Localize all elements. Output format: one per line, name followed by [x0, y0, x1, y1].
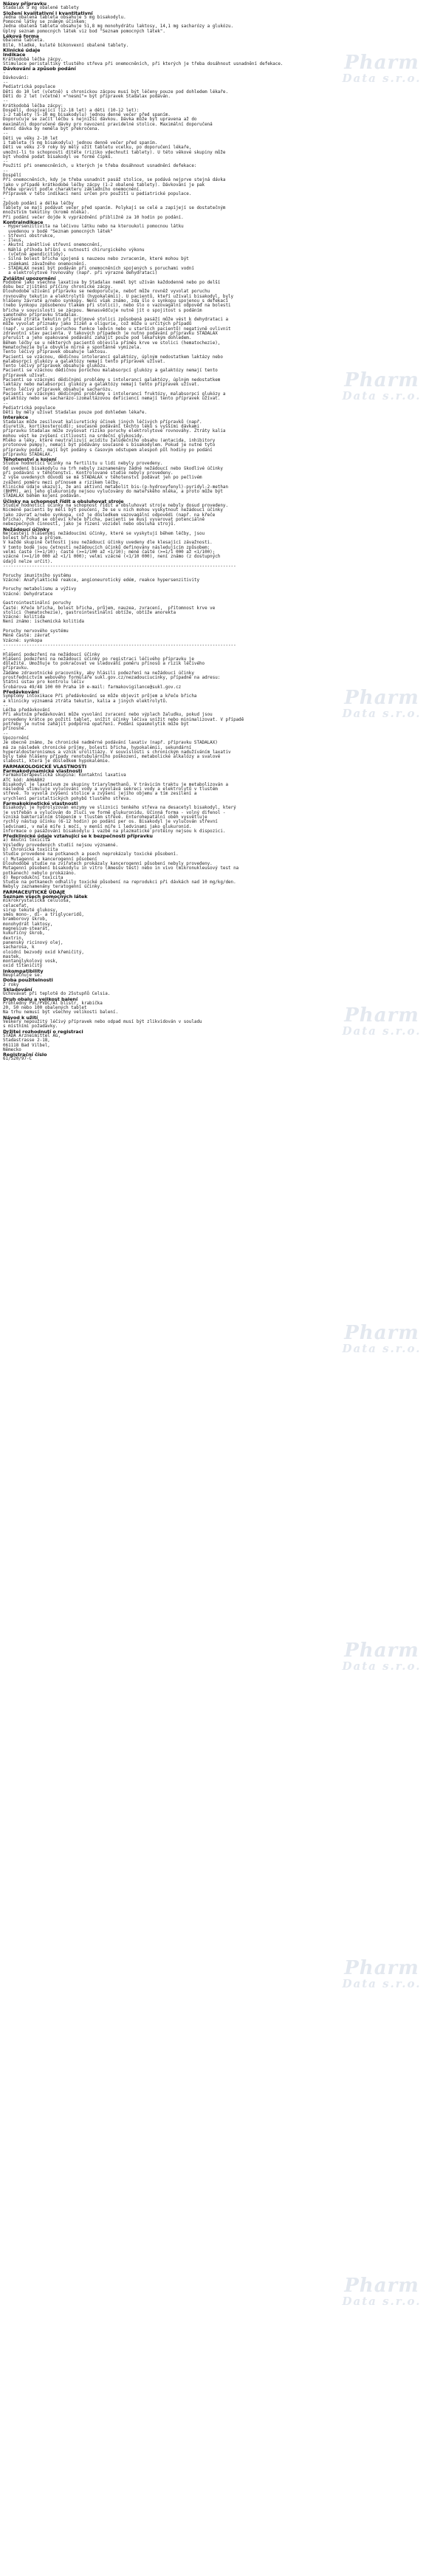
text-line: má za následek chronické průjmy, bolesti břicha, hypokalémii, sekundární [3, 745, 192, 750]
text-line: Časté: Křeče břicha, bolest břicha, průjem, nauzea, zvracení, přítomnost krve ve [3, 606, 216, 611]
text-line: Dlouhodobé studie na zvířatech prokázaly kancerogenní působení nebyly provedeny. [3, 861, 213, 866]
section-heading: Seznam všech pomocných látek [3, 894, 88, 900]
text-line: Pacienti se vzácnými dědičnými problémy s intolerancí galaktózy, úplným nedostatkem [3, 378, 221, 383]
text-line: stolici (hematochezie), gastrointestinální obtíže, obtíže anorekta [3, 610, 176, 615]
section-heading: Název přípravku [3, 1, 47, 7]
text-line: Poruchy imunitního systému [3, 573, 72, 578]
text-line: 1-2 tablety (5-10 mg bisakodylu) jednou denně večer před spaním. [3, 113, 171, 118]
text-line: Stimulace peristaltiky tlustého střeva při onemocněních, při kterých je třeba dosáhnout usnadnění defekace. [3, 61, 284, 66]
text-line: 20, 50 nebo 100 obalených tablet [3, 1006, 87, 1011]
text-line: vzniká bakteriálním štěpením v tlustém střevě. Enterohepatální oběh vysvětluje [3, 815, 207, 820]
text-line: Průhledný PVC/PVDC/Al blistr, krabička [3, 1001, 103, 1006]
text-line: Zvýšená ztráta tekutin při průjmové stolici způsobená pasáží může vést k dehydrataci a [3, 318, 228, 323]
text-line: nebezpečných činností, jako je řízení vozidel nebo obsluha strojů. [3, 522, 176, 527]
watermark-line1: Pharm [344, 1004, 419, 1027]
text-line: Pomocné látky se známým účinkem: [3, 20, 87, 25]
text-line: Děti by měly užívat Stadalax pouze pod dohledem lékaře. [3, 411, 148, 416]
text-line: rychlý nástup účinku (6-12 hodin) po podání per os. Bisakodyl je vylučován střevní [3, 820, 218, 825]
text-line: -- [3, 80, 9, 86]
text-line: samotného přípravku Stadalax. [3, 312, 79, 318]
text-line: Způsob podání a délka léčby [3, 201, 74, 206]
watermark-line2: Data s.r.o. [342, 1342, 422, 1355]
text-line: - Náhlá příhoda břišní s nutností chirurgického výkonu [3, 247, 145, 253]
text-line: Hlášení podezření na nežádoucí účinky [3, 652, 100, 657]
text-line: břicha v souvislosti se zácpou. Nenasvědčuje nutně jít o spojitost s podáním [3, 308, 202, 313]
text-line: Na trhu nemusí být všechny velikosti balení. [3, 1010, 119, 1015]
text-line: slabosti, která je důsledkem hypokalémie. [3, 759, 111, 764]
text-line: Veškerý nepoužitý léčivý přípravek nebo odpad musí být zlikvidován v souladu [3, 1020, 202, 1025]
text-line: Přípravek v této indikaci není určen pro použití u pediatrické populace. [3, 192, 192, 197]
text-line: jako v případě krátkodobé léčby zácpy (1-2 obalené tablety). Dávkování je pak [3, 182, 205, 188]
section-heading: Návod k užití [3, 1014, 38, 1021]
watermark-line2: Data s.r.o. [342, 72, 422, 85]
section-heading: Kontraindikace [3, 219, 44, 225]
text-line: Stadalax 5 mg obalené tablety [3, 6, 79, 11]
text-line: velmi časté (>=1/10); časté (>=1/100 až <1/10); méně časté (>=1/1 000 až <1/100); [3, 550, 216, 555]
text-line: 1 tableta (5 mg bisakodylu) jednou denně večer před spaním. [3, 140, 158, 145]
text-line: (BHPM), ani jeho glukuronidy nejsou vylučovány do mateřského mléka, a proto může být [3, 490, 223, 495]
text-line: kukuřičný škrob, [3, 931, 45, 936]
text-line: ----------------------------------------------------------------------------------------- [3, 643, 236, 648]
text-line: Úplný seznam pomocných látek viz bod "Seznam pomocných látek". [3, 29, 165, 34]
watermark-line1: Pharm [344, 2275, 419, 2297]
text-line: - Akutní zánětlivé střevní onemocnění, [3, 243, 103, 248]
watermark-logo [326, 1322, 437, 1356]
text-line: Upozornění [3, 736, 30, 741]
text-line: mohou vést ke zvýšení citlivosti na srdeční glykosidy. [3, 434, 145, 439]
text-line: Vzácné: kolitida [3, 615, 45, 620]
text-line: sirup tekuté glukosy, [3, 908, 58, 913]
text-line: celacefat, [3, 903, 30, 908]
section-heading: Farmakokinetické vlastnosti [3, 801, 78, 807]
text-line: Nicméně pacienti by měli být poučeni, že se u nich mohou vyskytnout nežádoucí účinky [3, 508, 223, 513]
text-line: Není známo: ischemická kolitida [3, 620, 84, 625]
text-line: sacharosa, k [3, 945, 35, 950]
text-line: (např. u pacientů s poruchou funkce ledvin nebo u starších pacientů) negativně ovlivnit [3, 326, 231, 332]
text-line: zdravotní stav pacienta. V takových případech je nutno podávání přípravku STADALAX [3, 332, 218, 337]
text-line: Stadastrasse 2-18, [3, 1038, 50, 1044]
text-line: Výsledky provedených studií nejsou významné. [3, 843, 119, 848]
text-line: být vhodné podat bisakodyl ve formě čípků. [3, 154, 113, 160]
text-line: Farmakoterapeutická skupina: Kontaktní laxativa [3, 773, 126, 778]
section-heading: Účinky na schopnost řídit a obsluhovat stroje [3, 498, 124, 504]
text-line: dextrin, [3, 936, 24, 941]
text-line: bramborový škrob, [3, 917, 48, 922]
text-line: potřeby je nutné zahájit podpůrná opatření. Podání spasmolytik může být [3, 722, 189, 727]
text-line: prostřednictvím webového formuláře sukl.gov.cz/nezadouciucinky, případně na adresu: [3, 676, 221, 681]
text-line: (včetně apendicitidy), [3, 253, 66, 258]
text-line: - [3, 71, 6, 76]
watermark-line2: Data s.r.o. [342, 1024, 422, 1038]
text-line: Studie provedené na potkanech a psech neprokázaly toxické působení. [3, 852, 179, 857]
spc-document-text [3, 1, 439, 1062]
text-line: galaktózy nebo se sacharázo-izomaltázovou deficiencí nemají tento přípravek užívat. [3, 397, 221, 402]
section-heading: Doba použitelnosti [3, 977, 53, 984]
section-heading: Registrační číslo [3, 1052, 47, 1058]
text-line: přípravku Stadalax může zvyšovat riziko poruchy elektrolytové rovnováhy. Ztráty kalia [3, 429, 226, 434]
section-heading: Skladování [3, 986, 32, 993]
watermark-line1: Pharm [344, 1640, 419, 1662]
text-line: Použití při onemocněních, u kterých je třeba dosáhnout usnadnění defekace: [3, 164, 197, 169]
text-line: (nebo synkopu způsobenou tlakem při stolici), nebo šlo o vazovagální odpověď na bolesti [3, 304, 231, 309]
text-line: zvážení poměru mezi přínosem a rizikem léčby. [3, 480, 121, 485]
watermark-logo [326, 1957, 437, 1991]
text-line: umožní-li to schopnosti dítěte (riziko vdechnutí tablety). U této věkové skupiny může [3, 150, 226, 155]
text-line: maximální doporučené dávky pro navození pravidelné stolice. Maximální doporučená [3, 122, 213, 127]
text-line: Uchovávat při teplotě do 25stupňů Celsia. [3, 992, 111, 997]
text-line: Studie hodnotící účinky na schopnost řídit a obsluhovat stroje nebyly dosud provedeny. [3, 504, 228, 509]
text-line: údajů nelze určit). [3, 559, 53, 564]
text-line: Hematochezie byla obvykle mírná a spontánně vymizela. [3, 345, 142, 350]
text-line: Poruchy metabolismu a výživy [3, 587, 77, 592]
text-line: Studie hodnotící účinky na fertilitu u lidí nebyly provedeny. [3, 462, 163, 467]
text-line: a) Akutní toxicita [3, 838, 50, 843]
text-line: Méně časté: závrať [3, 634, 50, 639]
text-line: Při podání večer dojde k vyprázdnění přibližně za 10 hodin po podání. [3, 215, 184, 220]
text-line: Děti ve věku 2-9 roky by měly užít tabletu vcelku, po doporučení lékaře, [3, 145, 192, 151]
text-line: Dospělí, dospívající (12-18 let) a děti (10-12 let): [3, 108, 140, 113]
text-line: Během léčby se u některých pacientů objevila příměs krve ve stolici (hematochezie), [3, 340, 221, 346]
text-line: Při akutním předávkování může vyvolání zvracení nebo výplach žaludku, pokud jsou [3, 713, 213, 718]
section-heading: Farmakodynamické vlastnosti [3, 767, 83, 774]
text-line: montanglykolový vosk, [3, 959, 58, 965]
watermark-line1: Pharm [344, 52, 419, 74]
section-heading: Předklinické údaje vztahující se k bezpečnosti přípravku [3, 833, 153, 840]
text-line: Krátkodobá léčba zácpy. [3, 57, 63, 62]
text-line: diuretik, kortikosteroidů); současné podávání těchto léků s vyššími dávkami [3, 425, 199, 430]
text-line: STADALAX během kojení podáván. [3, 494, 82, 499]
text-line: Při onemocněních, kdy je třeba usnadnit pasáž stolice, se podává nejprve stejná dávka [3, 178, 226, 183]
section-heading: Držitel rozhodnutí o registraci [3, 1028, 83, 1035]
text-line: Německo [3, 1047, 21, 1052]
text-line: - [3, 648, 6, 653]
text-line: Vzácné: synkopa [3, 638, 43, 643]
text-line: následně stimuluje vylučování vody a vyvolává sekreci vody a elektrolytů v tlustém [3, 787, 218, 792]
watermark-line2: Data s.r.o. [342, 389, 422, 402]
text-line: Informace o pasážování bisakodylu i vazbě na plazmatické proteiny nejsou k dispozici. [3, 829, 226, 834]
text-line: malabsorpcí glukózy a galaktózy nemají tento přípravek užívat. [3, 359, 165, 364]
watermark-logo [326, 2275, 437, 2309]
text-line: V tomto bodě jsou četnosti nežádoucích účinků definovány následujícím způsobem: [3, 545, 210, 550]
text-line: Pacienti se vzácnými dědičnými problémy s intolerancí fruktózy, malabsorpcí glukózy a [3, 391, 226, 397]
text-line: množstvím tekutiny (kromě mléka). [3, 210, 90, 216]
text-line: bolest břicha a průjem. [3, 536, 63, 541]
text-line: panenský ricinový olej, [3, 940, 63, 945]
text-line: magnesium-stearát, [3, 927, 50, 932]
text-line: Neuplatňuje se. [3, 973, 43, 979]
text-line: přípravku STADALAX. [3, 452, 53, 457]
text-line: důležité. Umožňuje to pokračovat ve sledování poměru přínosů a rizik léčivého [3, 662, 205, 667]
section-heading: Zvláštní upozornění [3, 275, 56, 281]
section-heading: Předávkování [3, 688, 39, 695]
watermark-line1: Pharm [344, 369, 419, 391]
watermark-line2: Data s.r.o. [342, 2295, 422, 2308]
section-heading: Indikace [3, 52, 26, 58]
text-line: STADA Arzneimittel AG, [3, 1033, 61, 1038]
text-line: s místními požadavky. [3, 1024, 58, 1030]
text-line: Nejčastěji hlášenými nežádoucími účinky, které se vyskytují během léčby, jsou [3, 531, 205, 536]
text-line: -- [3, 401, 9, 406]
watermark-line2: Data s.r.o. [342, 1977, 422, 1990]
text-line: - STADALAX nesmí být podáván při onemocněních spojených s poruchami vodní [3, 266, 194, 271]
text-line: Děti do 2 let (včetně) ="nesmí"= být přípravek Stadalax podáván. [3, 94, 171, 99]
text-line: Krátkodobá léčba zácpy: [3, 103, 63, 109]
text-line: Děti do 10 let (včetně) s chronickou zácpou musí být léčeny pouze pod dohledem lékaře. [3, 89, 228, 95]
section-heading: Složení kvalitativní i kvantitativní [3, 10, 93, 16]
text-line: Tablety se mají podávat večer před spaním. Polykají se celé a zapíjejí se dostatečným [3, 206, 226, 211]
text-line: Bisakodyl je laxativum ze skupiny triarylmethanů. V trávicím traktu je metabolizován a [3, 782, 228, 787]
text-line: Z výše uvedených důvodů se má STADALAX v těhotenství podávat jen po pečlivém [3, 476, 202, 481]
text-line: ----------------------------------------------------------------------------------------- [3, 564, 236, 569]
text-line: přerušit a jeho opakované podávání zahájit pouze pod lékařským dohledem. [3, 336, 192, 341]
text-line: Jedna obalená tableta obsahuje 5 mg bisakodylu. [3, 15, 126, 20]
text-line: b) Chronická toxicita [3, 848, 58, 853]
section-heading: Interakce [3, 414, 29, 421]
text-line: urychlení peristaltických pohybů tlustého střeva. [3, 796, 131, 801]
text-line: oxid titaničitý [3, 964, 43, 969]
watermark-line2: Data s.r.o. [342, 707, 422, 720]
text-line: -- [3, 99, 9, 104]
text-line: Studie na potkanech odhalily toxické působení na reprodukci při dávkách nad 10 mg/kg/den. [3, 880, 236, 886]
text-line: 61/520/97-C [3, 1057, 32, 1062]
text-line: -- [3, 131, 9, 137]
text-line: - Silná bolest břicha spojená s nauzeou nebo zvracením, které mohou být [3, 257, 189, 262]
text-line: Šrobárova 49/48 100 00 Praha 10 e-mail: farmakovigilance@sukl.gov.cz [3, 685, 182, 690]
watermark-line1: Pharm [344, 687, 419, 709]
section-heading: Inkompatibility [3, 967, 44, 974]
text-line: Jedna obalená tableta obsahuje 51,8 mg monohydrátu laktosy, 14,1 mg sacharózy a glukózu. [3, 24, 234, 30]
text-line: uvedenou v bodě "Seznam pomocných látek" [3, 229, 113, 234]
text-line: d) Reprodukční toxicita [3, 875, 63, 880]
text-line: Státní ústav pro kontrolu léčiv [3, 680, 84, 685]
text-line: Doporučuje se začít léčbu s nejnižší dávkou. Dávka může být upravena až do [3, 117, 197, 123]
text-line: -- [3, 168, 9, 174]
text-line: - Střevní obstrukce, [3, 233, 55, 239]
text-line: potkanech) nebylo prokázáno. [3, 871, 77, 876]
watermark-line1: Pharm [344, 1957, 419, 1979]
text-line: 061118 Bad Vilbel, [3, 1043, 50, 1048]
section-heading: Těhotenství a kojení [3, 456, 57, 463]
text-line: Pacienti se vzácnou dědičnou poruchou malabsorpcí glukózy a galaktózy nemají tento [3, 369, 218, 374]
text-line: směs mono-, di- a triglyceridů, [3, 913, 84, 918]
section-heading: FARMAKOLOGICKÉ VLASTNOSTI [3, 763, 87, 770]
text-line: Žádáme zdravotnické pracovníky, aby hlásili podezření na nežádoucí účinky [3, 671, 194, 676]
watermark-line2: Data s.r.o. [342, 1659, 422, 1673]
text-line: vzácné (>=1/10 000 až <1/1 000); velmi vzácné (<1/10 000), není známo (z dostupných [3, 555, 221, 560]
section-heading: Druh obalu a velikost balení [3, 996, 78, 1002]
text-line: Dlouhodobé užívání přípravku se nedoporučuje, neboť může rovněž vyvolat poruchu [3, 290, 210, 295]
text-line: Dospělí [3, 173, 21, 178]
text-line: Vzácné: Anafylaktické reakce, angioneurotický edém, reakce hypersenzitivity [3, 578, 199, 583]
section-heading: Léková forma [3, 33, 39, 40]
text-line: Nebyly zaznamenány teratogenní účinky. [3, 885, 103, 890]
text-line: Pediatrická populace [3, 85, 55, 90]
text-line: mastek, [3, 954, 21, 959]
section-heading: Klinické údaje [3, 47, 41, 53]
text-line: a elektrolytové rovnováhy (např. při výrazné dehydrataci) [3, 271, 158, 276]
text-line: přípravku. [3, 666, 30, 671]
text-line: protonové pumpy), nemají být podávány současně s bisakodylem. Pokud je nutné tyto [3, 443, 216, 448]
text-line: -- [3, 160, 9, 165]
text-line: Gastrointestinální poruchy [3, 601, 72, 606]
text-line: Tento léčivý přípravek obsahuje sacharózu. [3, 387, 113, 392]
text-line: Děti ve věku 2-10 let [3, 136, 58, 141]
text-line: rovnováhy tekutin a elektrolytů (hypokalémii). U pacientů, kteří užívali bisakodyl, byly [3, 294, 234, 299]
text-line: -- [3, 703, 9, 708]
text-line: Stadalax může zesilovat kaliuretický účinek jiných léčivých přípravků (např. [3, 419, 202, 425]
text-line: monohydrát laktosy, [3, 922, 53, 927]
text-line: dobu bez zjištění příčiny chronické zácpy. [3, 285, 113, 290]
text-line: ledvinami, v malé míře i močí, v menší míře i ledvinami jako glukuronid. [3, 824, 192, 829]
text-line: oloidní bezvodý oxid křemičitý, [3, 950, 84, 955]
text-line: Hlášení podezření na nežádoucí účinky po registraci léčivého přípravku je [3, 657, 194, 662]
text-line: Bílé, hladké, kulaté bikonvexní obalené tablety. [3, 43, 129, 48]
text-line: Pacienti se vzácnou, dědičnou intolerancí galaktózy, úplným nedostatkem laktázy nebo [3, 354, 223, 360]
text-line: hyperaldosteronismus a vznik urolitiázy. V souvislosti s chronickým nadužíváním laxativ [3, 750, 231, 755]
text-line: Tento léčivý přípravek obsahuje laktosu. [3, 350, 108, 355]
text-line: Léčba předávkování [3, 708, 50, 713]
text-line: hlášeny závratě a/nebo synkopy. Není však známo, zda šlo o synkopu spojenou s defekací [3, 299, 228, 304]
text-line: Od uvedení bisakodylu na trh nebyly zaznamenány žádné nežádoucí nebo škodlivé účinky [3, 466, 223, 471]
text-line: přípravek užívat. [3, 373, 48, 378]
text-line: je vstřebán a vylučován do žluči ve formě glukuronidu. Účinná forma - volný difenol - [3, 810, 226, 815]
text-line: Pediatrická populace [3, 405, 55, 411]
text-line: Podobně jako všechna laxativa by Stadalax neměl být užíván každodenně nebo po delší [3, 280, 221, 285]
section-heading: Nežádoucí účinky [3, 526, 49, 532]
text-line: Obalená tableta. [3, 38, 45, 44]
text-line: známkami závažného onemocnění. [3, 261, 87, 267]
text-line: - Ileus, [3, 239, 24, 244]
text-line: -- [3, 731, 9, 736]
text-line: Mutagenní působení bisakodylu in vitro (Amesův test) nebo in vivo (mikronukleusový test na [3, 866, 239, 871]
text-line: - Hypersenzitivita na léčivou látku nebo na kteroukoli pomocnou látku [3, 225, 184, 230]
text-line: Symptomy intoxikace Při předávkování se může objevit průjem a křeče břicha [3, 694, 197, 699]
text-line: přínosné. [3, 727, 27, 732]
text-line: denní dávka by neměla být překročena. [3, 127, 100, 132]
text-line: mikrokrystalická celulosa, [3, 899, 72, 904]
text-line: břicha). Pokud se objeví křeče břicha, pacienti se musí vyvarovat potenciálně [3, 517, 205, 522]
section-heading: FARMACEUTICKÉ ÚDAJE [3, 888, 66, 895]
text-line: c) Mutagenní a kancerogenní působení [3, 857, 97, 862]
text-line: jako závrať a/nebo synkopa, což je důsledkem vazovagální odpovědi (např. na křeče [3, 513, 216, 518]
text-line: laktázy nebo malabsorpcí glukózy a galaktózy nemají tento přípravek užívat. [3, 383, 199, 388]
text-line: Mléko a léky, které neutralizují aciditu žaludečního obsahu (antacida, inhibitory [3, 438, 216, 443]
text-line: Poruchy nervového systému [3, 629, 69, 634]
section-heading: Dávkování a způsob podání [3, 66, 76, 72]
text-line: třeba upravit podle charakteru základního onemocnění. [3, 187, 142, 192]
text-line: Tento léčivý přípravek obsahuje glukózu. [3, 364, 108, 369]
watermark-line1: Pharm [344, 1322, 419, 1344]
text-line: 2 roky [3, 982, 19, 987]
watermark-logo [326, 1640, 437, 1674]
text-line: ATC kód: A06AB02 [3, 778, 45, 783]
text-line: provedeny krátce po požití tablet, snížit účinky léčiva snížit nebo minimalizovat. V případě [3, 717, 244, 722]
text-line: Bisakodyl je hydrolyzován enzymy ve sliznici tenkého střeva na desacetyl bisakodyl, který [3, 806, 236, 811]
text-line: a klinicky významná ztráta tekutin, kalia a jiných elektrolytů. [3, 699, 168, 704]
text-line: přípravky podat, mají být podány s časovým odstupem alespoň půl hodiny po podání [3, 448, 213, 453]
text-line: byly také hlášeny případy renotubulárního poškození, metabolické alkalózy a svalové [3, 755, 221, 760]
text-line: Klinické údaje ukazují, že ani aktivní metabolit bis-(p-hydroxyfenyl)-pyridyl-2-methan [3, 484, 228, 490]
text-line: - [3, 196, 6, 202]
text-line: Vzácné: Dehydratace [3, 592, 53, 597]
text-line: V každé skupině četností jsou nežádoucí účinky uvedeny dle klesající závažnosti. [3, 541, 213, 546]
text-line: při podávání v těhotenství. Kontrolované studie nebyly provedeny. [3, 470, 174, 476]
text-line: Dávkování: [3, 75, 30, 80]
text-line: může vyvolat příznaky jako žízeň a oligurie, což může u určitých případů [3, 322, 192, 327]
text-line: Je obecně známo, že chronické nadměrné podávání laxativ (např. přípravku STADALAX) [3, 741, 218, 746]
text-line: střevě. To vyvolá zvýšení stolice a zvýšení jejího objemu a tím zesílení a [3, 792, 197, 797]
